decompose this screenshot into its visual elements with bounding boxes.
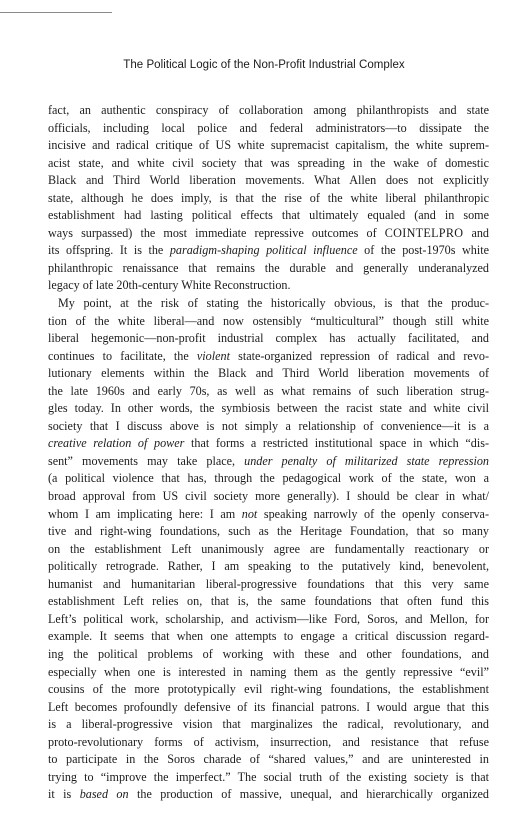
text-line	[48, 383, 489, 401]
text-segment: incisive and radical critique of US white supremacist capitalism, the white suprem-	[48, 138, 489, 153]
italic-text: based on	[79, 787, 129, 802]
text-segment: philanthropic renaissance that remains the durable and generally underanalyzed	[48, 260, 489, 275]
text-segment: legacy of late 20th-century White Reconstruction.	[48, 278, 291, 293]
text-line	[48, 260, 489, 278]
text-segment: on the establishment Left unanimously agree are fundamentally reactionary or	[48, 541, 489, 556]
text-line	[48, 400, 489, 418]
text-segment: it is	[48, 787, 80, 802]
text-segment: that forms a restricted institutional space in which “dis-	[184, 436, 489, 451]
text-segment: state, although he does imply, is that the rise of the white liberal philanthropic	[48, 190, 489, 205]
text-line	[48, 523, 489, 541]
text-line	[48, 295, 489, 313]
text-segment: state-organized repression of radical and revo-	[229, 348, 489, 363]
text-segment: broad approval from US civil society more generally). I should be clear in what/	[48, 489, 489, 504]
small-caps-text: COINTELPRO	[384, 225, 464, 240]
body-text	[48, 102, 489, 804]
text-segment: society that I discuss above is not simply a relationship of convenience—it is a	[48, 418, 489, 433]
text-line	[48, 348, 489, 366]
text-segment: establishment Left relies on, that is, the same foundations that often fund this	[48, 594, 489, 609]
italic-text: paradigm-shaping political influence	[169, 243, 358, 258]
text-line	[48, 716, 489, 734]
text-segment: establishment had lasting political effects that ultimately equaled (and in some	[48, 208, 489, 223]
text-segment: its offspring. It is the	[48, 243, 170, 258]
italic-text: not	[241, 506, 258, 521]
text-segment: to participate in the Soros charade of “shared values,” and are uninterested in	[48, 752, 489, 767]
text-line	[48, 593, 489, 611]
text-segment: Left becomes profoundly defensive of its financial patrons. I would argue that this	[48, 699, 489, 714]
text-segment: Left’s political work, scholarship, and activism—like Ford, Soros, and Mellon, for	[48, 611, 489, 626]
text-segment: Black and Third World liberation movements. What Allen does not explicitly	[48, 173, 489, 188]
running-head: The Political Logic of the Non-Profit Industrial Complex	[123, 59, 405, 71]
text-line	[48, 365, 489, 383]
text-segment: continues to facilitate, the	[48, 348, 197, 363]
text-line	[48, 769, 489, 787]
text-line	[48, 470, 489, 488]
text-line	[48, 681, 489, 699]
text-segment: humanist and humanitarian liberal-progressive foundations that this very same	[48, 576, 489, 591]
text-line	[48, 541, 489, 559]
text-segment: tive and right-wing foundations, such as the Heritage Foundation, that so many	[48, 524, 489, 539]
text-line	[48, 207, 489, 225]
text-segment: tion of the white liberal—and now ostensibly “multicultural” though still white	[48, 313, 489, 328]
text-segment: whom I am implicating here: I am	[48, 506, 242, 521]
text-segment: of the post-1970s white	[357, 243, 489, 258]
text-segment: My point, at the risk of stating the historically obvious, is that the produc-	[58, 296, 489, 311]
italic-text: under penalty of militarized state repression	[244, 453, 489, 468]
text-line	[48, 506, 489, 524]
header-rule	[0, 12, 112, 13]
text-line	[48, 628, 489, 646]
text-segment: lutionary elements within the Black and Third World liberation movements of	[48, 366, 489, 381]
text-line	[48, 558, 489, 576]
text-segment: liberal hegemonic—non-profit industrial complex has actually facilitated, and	[48, 331, 489, 346]
text-line	[48, 488, 489, 506]
text-line	[48, 242, 489, 260]
text-segment: gles today. In other words, the symbiosis between the racist state and white civil	[48, 401, 489, 416]
text-segment: sent” movements may take place,	[48, 453, 245, 468]
text-segment: example. It seems that when one attempts to engage a critical discussion regard-	[48, 629, 489, 644]
text-line	[48, 611, 489, 629]
text-line	[48, 330, 489, 348]
text-segment: proto-revolutionary forms of activism, insurrection, and resistance that refuse	[48, 734, 489, 749]
text-line	[48, 751, 489, 769]
text-line	[48, 120, 489, 138]
text-segment: trying to “improve the imperfect.” The social truth of the existing society is that	[48, 769, 489, 784]
italic-text: creative relation of power	[48, 436, 185, 451]
text-segment: officials, including local police and federal administrators—to dissipate the	[48, 120, 489, 135]
text-segment: the production of massive, unequal, and hierarchically organized	[128, 787, 489, 802]
text-line	[48, 453, 489, 471]
text-segment: cousins of the more prototypically evil right-wing foundations, the establishment	[48, 682, 489, 697]
text-line	[48, 277, 489, 295]
text-segment: (a political violence that has, through the pedagogical work of the state, won a	[48, 471, 489, 486]
text-line	[48, 418, 489, 436]
italic-text: violent	[196, 348, 230, 363]
text-line	[48, 172, 489, 190]
text-line	[48, 734, 489, 752]
text-segment: speaking narrowly of the openly conserva-	[257, 506, 489, 521]
text-line	[48, 155, 489, 173]
text-line	[48, 646, 489, 664]
text-segment: especially when one is interested in naming them as the gently repressive “evil”	[48, 664, 489, 679]
text-segment: and	[463, 225, 489, 240]
text-line	[48, 786, 489, 804]
text-segment: ways surpassed) the most immediate repressive outcomes of	[48, 225, 385, 240]
text-line	[48, 225, 489, 243]
text-segment: acist state, and white civil society that was spreading in the wake of domestic	[48, 155, 489, 170]
text-line	[48, 576, 489, 594]
text-line	[48, 190, 489, 208]
text-segment: is a liberal-progressive vision that marginalizes the radical, revolutionary, and	[48, 717, 489, 732]
text-segment: fact, an authentic conspiracy of collaboration among philanthropists and state	[48, 103, 489, 117]
text-line	[48, 699, 489, 717]
text-segment: the late 1960s and early 70s, as well as what remains of such liberation strug-	[48, 383, 489, 398]
text-line	[48, 102, 489, 120]
text-line	[48, 313, 489, 331]
text-line	[48, 435, 489, 453]
text-segment: politically retrograde. Rather, I am speaking to the putatively kind, benevolent,	[48, 559, 489, 574]
text-segment: ing the political problems of working with these and other foundations, and	[48, 646, 489, 661]
text-line	[48, 664, 489, 682]
text-line	[48, 137, 489, 155]
